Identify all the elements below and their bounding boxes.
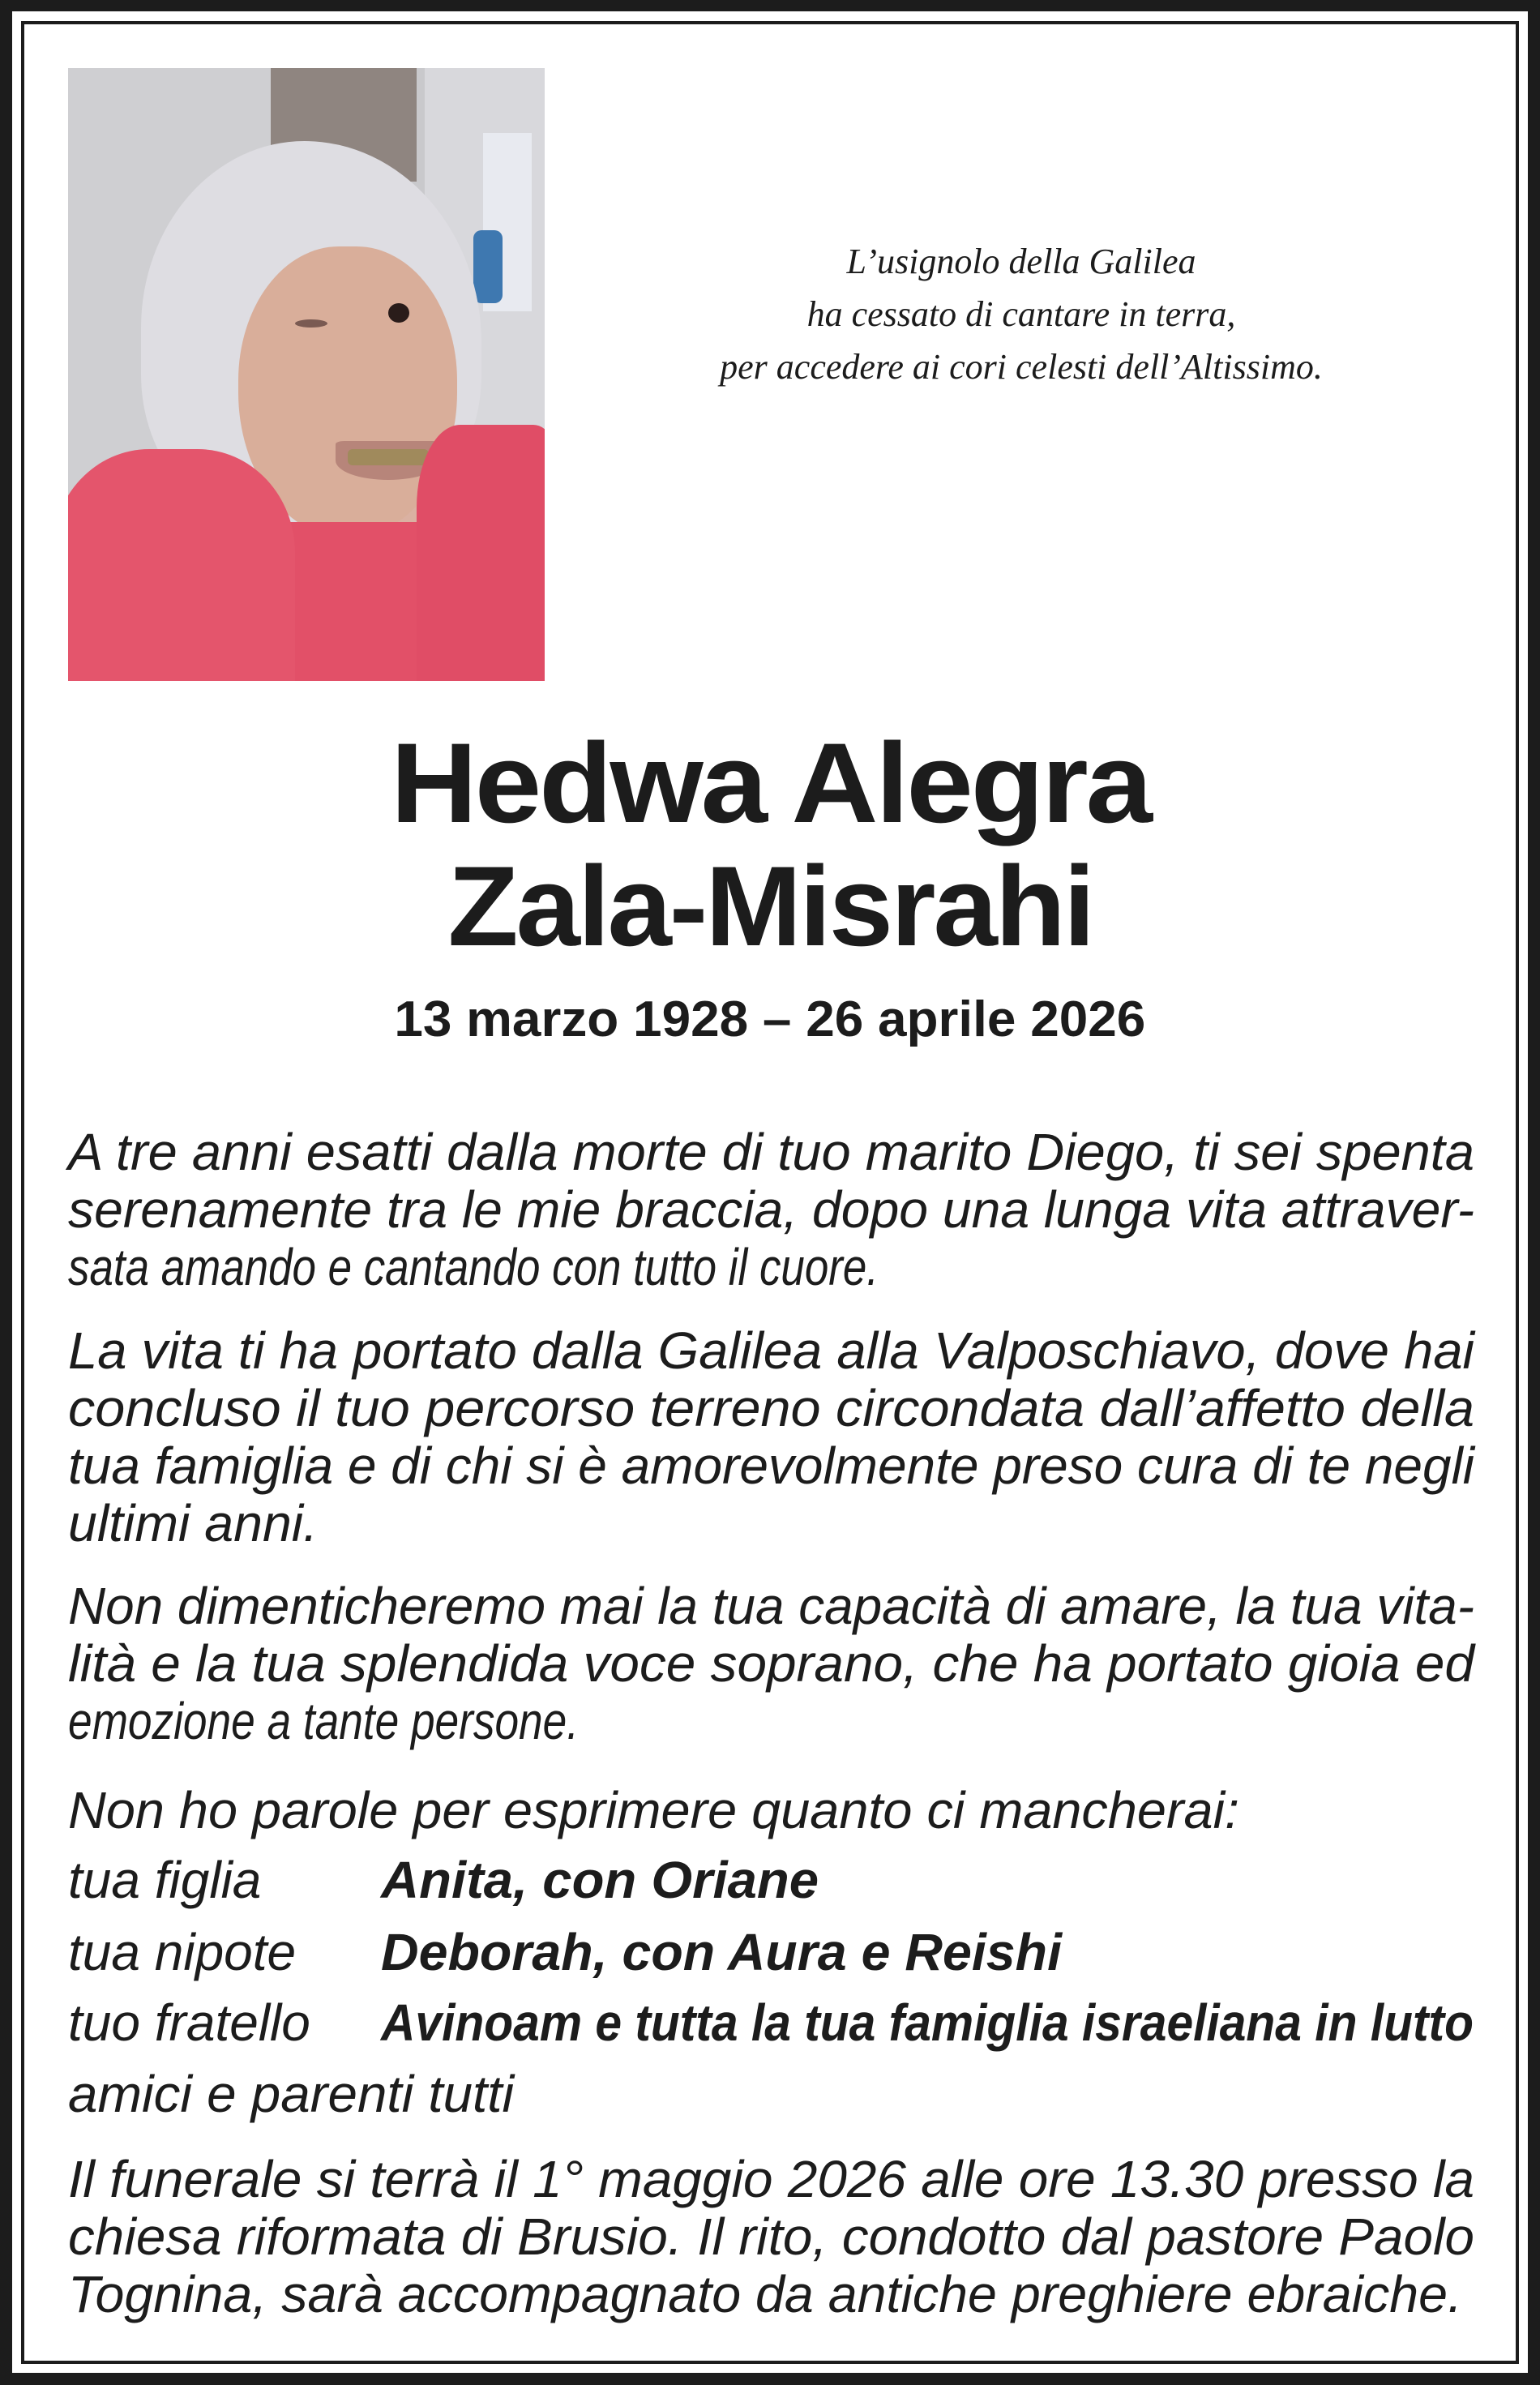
photo-teeth [348, 449, 429, 465]
paragraph-line: Non dimenticheremo mai la tua capacità di amare, la tua vita- [68, 1577, 1474, 1635]
epigraph-line: ha cessato di cantare in terra, [806, 294, 1236, 334]
life-dates-text: 13 marzo 1928 – 26 aprile 2026 [394, 991, 1146, 1047]
paragraph-memory [68, 1578, 1474, 1750]
deceased-name-line-2 [0, 842, 1540, 970]
mourner-names: Avinoam e tutta la tua famiglia israeliana in lutto [381, 1993, 1474, 2052]
paragraph-line: ultimi anni. [68, 1494, 318, 1552]
paragraph-remembrance [68, 1124, 1474, 1296]
mourner-relation: tua nipote [68, 1923, 297, 1981]
mourner-row [68, 1852, 1474, 1923]
paragraph-funeral [68, 2151, 1474, 2323]
portrait-photo [68, 68, 545, 681]
photo-eye-right [388, 303, 409, 323]
photo-shoulder-left [68, 449, 295, 681]
mourner-relation: tua figlia [68, 1851, 262, 1909]
mourner-row [68, 1994, 1474, 2066]
paragraph-line: sata amando e cantando con tutto il cuore. [68, 1238, 879, 1296]
photo-shoulder-right [417, 425, 545, 681]
paragraph-line: tua famiglia e di chi si è amorevolmente preso cura di te negli [68, 1437, 1474, 1495]
paragraph-line: concluso il tuo percorso terreno circondata dall’affetto della [68, 1379, 1475, 1437]
photo-background-blue-object [473, 230, 503, 303]
mourner-names: Anita, con Oriane [381, 1851, 819, 1909]
deceased-first-names: Hedwa Alegra [390, 719, 1150, 846]
mourner-row [68, 1924, 1474, 1995]
paragraph-line: lità e la tua splendida voce soprano, che ha portato gioia ed [68, 1634, 1474, 1693]
closing-mourners-text: amici e parenti tutti [68, 2065, 514, 2123]
epigraph-line: L’usignolo della Galilea [846, 242, 1196, 281]
life-dates [0, 991, 1540, 1049]
paragraph-line: chiesa riformata di Brusio. Il rito, condotto dal pastore Paolo [68, 2207, 1474, 2266]
paragraph-line: Tognina, sarà accompagnato da antiche preghiere ebraiche. [68, 2265, 1462, 2323]
paragraph-life-journey [68, 1322, 1474, 1552]
deceased-name-line-1 [0, 721, 1540, 845]
closing-mourners [68, 2066, 1474, 2123]
paragraph-line: Il funerale si terrà il 1° maggio 2026 alle ore 13.30 presso la [68, 2150, 1474, 2208]
photo-eye-left [295, 319, 327, 328]
paragraph-no-words [68, 1782, 1474, 1839]
epigraph [697, 235, 1345, 393]
mourner-names: Deborah, con Aura e Reishi [381, 1923, 1062, 1981]
deceased-surname: Zala-Misrahi [447, 842, 1093, 970]
paragraph-line: emozione a tante persone. [68, 1692, 579, 1750]
mourner-relation: tuo fratello [68, 1993, 310, 2052]
paragraph-line: serenamente tra le mie braccia, dopo una lunga vita attraver- [68, 1180, 1474, 1239]
paragraph-line: Non ho parole per esprimere quanto ci mancherai: [68, 1781, 1239, 1839]
paragraph-line: A tre anni esatti dalla morte di tuo marito Diego, ti sei spenta [68, 1123, 1474, 1181]
paragraph-line: La vita ti ha portato dalla Galilea alla Valposchiavo, dove hai [68, 1321, 1474, 1380]
epigraph-line: per accedere ai cori celesti dell’Altissimo. [720, 347, 1323, 387]
